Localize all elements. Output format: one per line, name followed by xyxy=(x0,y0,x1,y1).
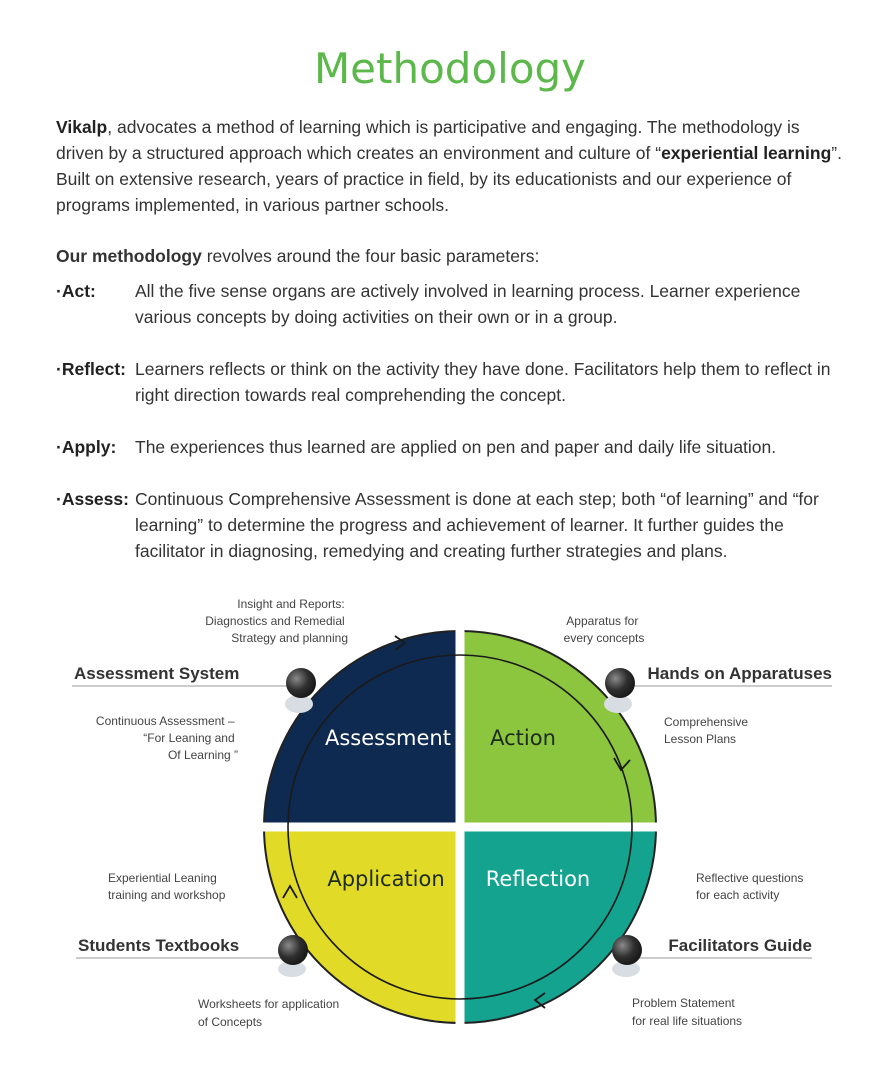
quadrant-label-application: Application xyxy=(327,867,445,891)
pin-bottom-left xyxy=(278,935,308,977)
quadrant-label-action: Action xyxy=(490,726,556,750)
corner-students-textbooks: Students Textbooks xyxy=(78,936,240,955)
methodology-rest: revolves around the four basic parameters: xyxy=(201,246,540,266)
note-experiential: Experiential Leaning training and workshop xyxy=(108,871,226,902)
quadrant-label-assessment: Assessment xyxy=(325,726,451,750)
parameter-key: ·Assess: xyxy=(56,489,129,509)
methodology-cycle-diagram xyxy=(0,580,890,1079)
pin-bottom-right xyxy=(612,935,642,977)
note-apparatus: Apparatus for every concepts xyxy=(563,614,645,645)
intro-highlight: experiential learning xyxy=(661,143,832,163)
note-lesson-plans: Comprehensive Lesson Plans xyxy=(664,715,749,746)
brand-name: Vikalp xyxy=(56,117,108,137)
parameter-reflect xyxy=(56,356,846,408)
quadrant-label-reflection: Reflection xyxy=(485,867,591,891)
parameter-apply xyxy=(56,434,846,460)
parameter-text: Learners reflects or think on the activity they have done. Facilitators help them to reflect in right direction towards real comprehending the concept. xyxy=(135,359,831,405)
corner-assessment-system: Assessment System xyxy=(74,664,240,683)
note-problem-statement: Problem Statement for real life situations xyxy=(632,996,743,1028)
corner-facilitators-guide: Facilitators Guide xyxy=(668,936,812,955)
corner-hands-on-apparatuses: Hands on Apparatuses xyxy=(647,664,832,683)
note-continuous-assessment: Continuous Assessment – “For Leaning and Of Learning ” xyxy=(95,714,238,762)
parameter-key: ·Apply: xyxy=(56,437,117,457)
parameter-key: ·Act: xyxy=(56,281,96,301)
note-insight: Insight and Reports: Diagnostics and Remedial Strategy and planning xyxy=(205,597,348,645)
pin-top-left xyxy=(285,668,316,713)
intro-paragraph xyxy=(56,114,846,218)
note-reflective: Reflective questions for each activity xyxy=(696,871,804,902)
parameter-text: The experiences thus learned are applied on pen and paper and daily life situation. xyxy=(135,437,777,457)
parameter-text: All the five sense organs are actively involved in learning process. Learner experience various concepts by doing activities on their own or in a group. xyxy=(135,281,801,327)
page-title: Methodology xyxy=(313,44,587,93)
methodology-line xyxy=(56,243,539,269)
intro-text-2: ”. Built on extensive research, years of practice in field, by its educationists and our experience of programs implemented, in various partner schools. xyxy=(56,143,842,215)
parameter-text: Continuous Comprehensive Assessment is done at each step; both “of learning” and “for learning” to determine the progress and achievement of learner. It further guides the facilitator in diagnosing, remedying and creating further strategies and plans. xyxy=(135,489,819,561)
intro-text-1: , advocates a method of learning which is participative and engaging. The methodology is driven by a structured approach which creates an environment and culture of “ xyxy=(56,117,800,163)
methodology-bold: Our methodology xyxy=(56,246,202,266)
pin-top-right xyxy=(604,668,635,713)
note-worksheets: Worksheets for application of Concepts xyxy=(198,997,340,1029)
parameter-act xyxy=(56,278,846,330)
parameter-assess xyxy=(56,486,846,564)
parameter-key: ·Reflect: xyxy=(56,359,127,379)
